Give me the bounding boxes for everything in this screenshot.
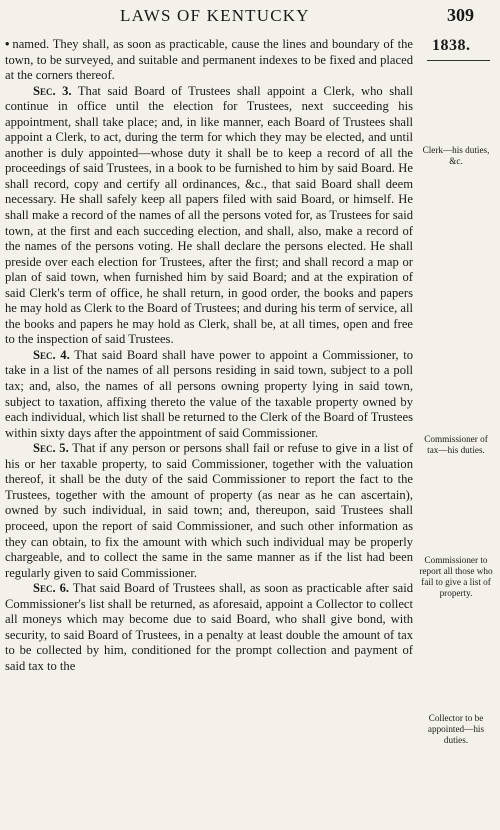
running-header xyxy=(0,6,500,28)
margin-note-report: Commissioner to report all those who fail to give a list of property. xyxy=(419,555,493,598)
section-6-heading: Sec. 6. xyxy=(33,581,70,596)
body-text xyxy=(5,37,413,674)
bullet-mark: • xyxy=(5,37,10,51)
section-3 xyxy=(5,84,413,348)
intro-text: named. They shall, as soon as practicable, cause the lines and boundary of the town, to be surveyed, and suitable and permanent indexes to be fixed and placed at the corners thereof. xyxy=(5,37,413,83)
margin-note-commissioner: Commissioner of tax—his duties. xyxy=(424,434,488,455)
year-rule xyxy=(427,60,490,61)
running-title: LAWS OF KENTUCKY xyxy=(120,6,310,25)
section-4-heading: Sec. 4. xyxy=(33,347,70,362)
section-5-heading: Sec. 5. xyxy=(33,441,69,456)
section-6-text: That said Board of Trustees shall, as soon as practicable after said Commissioner's list shall be returned, as aforesaid, appoint a Collector to collect all moneys which may become due to said Board, who shall give bond, with security, to said Board of Trustees, in a penalty at least double the amount of tax to be collected by him, conditioned for the prompt collection and payment of said tax to the xyxy=(5,581,413,673)
section-4-text: That said Board shall have power to appoint a Commissioner, to take in a list of the names of all persons residing in said town, subject to a poll tax; and, also, the names of all persons owning property lying in said town, subject to taxation, affixing thereto the value of the taxable property owned by each individual, which list shall be returned to the Clerk of the Board of Trustees within sixty days after the appointment of said Commissioner. xyxy=(5,347,413,440)
section-4 xyxy=(5,348,413,441)
margin-note-collector: Collector to be appointed—his duties. xyxy=(427,713,485,745)
margin-note-clerk: Clerk—his duties, &c. xyxy=(422,145,490,166)
intro-paragraph xyxy=(5,37,413,84)
page-number: 309 xyxy=(447,5,474,25)
margin-year: 1838. xyxy=(432,37,471,54)
section-5 xyxy=(5,441,413,581)
section-3-text: That said Board of Trustees shall appoint a Clerk, who shall continue in office until the election for Trustees, next succeeding his appointment, shall take place; and, in like manner, each Board of Trustees shall appoint a Clerk, to act, during the term for which they may be elected, and until another is duly appointed—whose duty it shall be to keep a record of all the proceedings of said Trustees, in a book to be furnished to him by said Board. He shall record, copy and certify all ordinances, &c., that said Board shall deem necessary. He shall safely keep all papers filed with said Board, or himself. He shall make a record of the names of all the persons voted for, as Trustees for said town, at the first and each succeding election, and shall, also, make a record of the names of the persons voting. He shall declare the persons elected. He shall preside over each election for Trustees, after the first; and shall record a map or plan of said town, when furnished him by said Board; and at the expiration of said Clerk's term of office, he shall return, in good order, the books and papers he may hold as Clerk to the Board of Trustees; and during his term of service, all the books and papers he may hold as Clerk, shall be, at all times, open and free to the inspection of said Trustees. xyxy=(5,83,413,347)
section-3-heading: Sec. 3. xyxy=(33,83,72,98)
section-6 xyxy=(5,581,413,674)
section-5-text: That if any person or persons shall fail or refuse to give in a list of his or her taxable property, to said Commissioner, together with the valuation thereof, it shall be the duty of the said Commissioner to report the fact to the Trustees, together with the amount of property (as near as he can ascertain), owned by such individual, in said town; and, thereupon, said Trustees shall proceed, upon the report of said Commissioner, and such other information as they can obtain, to fix the amount with which such individual may be properly chargeable, and to collect the same in the same manner as if the list had been regularly given to said Commissioner. xyxy=(5,441,414,580)
